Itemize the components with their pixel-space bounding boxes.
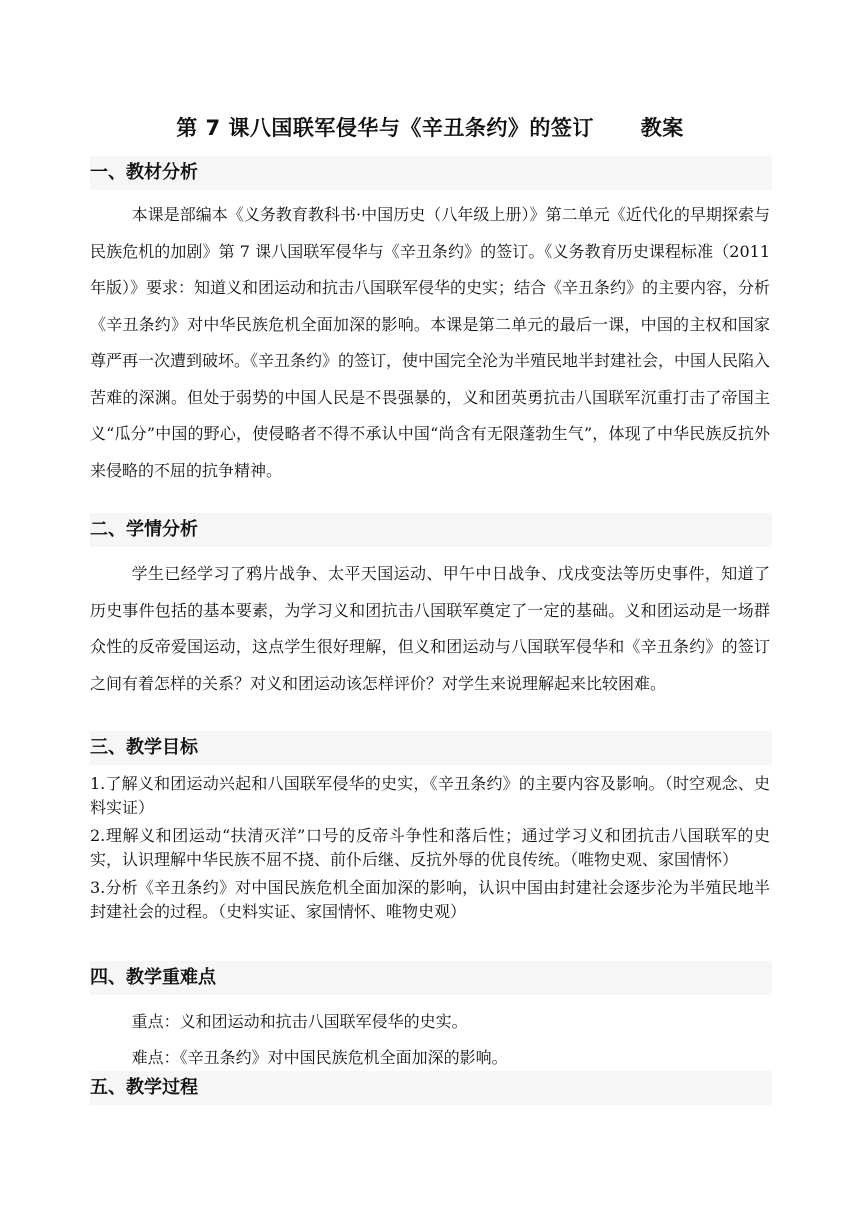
section-heading-textbook-analysis: 一、教材分析 bbox=[90, 156, 772, 190]
document-title: 第 7 课八国联军侵华与《辛丑条约》的签订 教案 bbox=[176, 116, 684, 140]
goal-item: 2.理解义和团运动“扶清灭洋”口号的反帝斗争性和落后性；通过学习义和团抗击八国联军的史实，认识理解中华民族不屈不挠、前仆后继、反抗外辱的优良传统。（唯物史观、家国情怀） bbox=[90, 826, 770, 869]
section-heading-teaching-process: 五、教学过程 bbox=[90, 1071, 772, 1105]
goal-item: 1.了解义和团运动兴起和八国联军侵华的史实，《辛丑条约》的主要内容及影响。（时空观念、史料实证） bbox=[90, 774, 770, 817]
paragraph: 本课是部编本《义务教育教科书·中国历史（八年级上册）》第二单元《近代化的早期探索与民族危机的加剧》第 7 课八国联军侵华与《辛丑条约》的签订。《义务教育历史课程标准（2011 年版）》要求：知道义和团运动和抗击八国联军侵华的史实；结合《辛丑条约》的主要内容，分析《辛丑条约》对中华民族危机全面加深的影响。本课是第二单元的最后一课，中国的主权和国家尊严再一次遭到破坏。《辛丑条约》的签订，使中国完全沦为半殖民地半封建社会，中国人民陷入苦难的深渊。但处于弱势的中国人民是不畏强暴的，义和团英勇抗击八国联军沉重打击了帝国主义“瓜分”中国的野心，使侵略者不得不承认中国“尚含有无限蓬勃生气”，体现了中华民族反抗外来侵略的不屈的抗争精神。 bbox=[90, 205, 771, 480]
section-body-learner-analysis bbox=[90, 556, 770, 702]
goal-item: 3.分析《辛丑条约》对中国民族危机全面加深的影响，认识中国由封建社会逐步沦为半殖民地半封建社会的过程。（史料实证、家国情怀、唯物史观） bbox=[90, 878, 770, 921]
section-heading-learner-analysis: 二、学情分析 bbox=[90, 513, 772, 547]
difficult-point: 难点：《辛丑条约》对中国民族危机全面加深的影响。 bbox=[131, 1048, 508, 1067]
key-point: 重点：义和团运动和抗击八国联军侵华的史实。 bbox=[131, 1012, 468, 1031]
paragraph: 学生已经学习了鸦片战争、太平天国运动、甲午中日战争、戊戌变法等历史事件，知道了历史事件包括的基本要素，为学习义和团抗击八国联军奠定了一定的基础。义和团运动是一场群众性的反帝爱国运动，这点学生很好理解，但义和团运动与八国联军侵华和《辛丑条约》的签订之间有着怎样的关系？对义和团运动该怎样评价？对学生来说理解起来比较困难。 bbox=[90, 564, 770, 693]
teaching-goals-list bbox=[90, 772, 770, 928]
section-heading-key-difficult-points: 四、教学重难点 bbox=[90, 961, 772, 995]
section-heading-teaching-goals: 三、教学目标 bbox=[90, 731, 772, 765]
section-body-textbook-analysis bbox=[90, 197, 770, 489]
